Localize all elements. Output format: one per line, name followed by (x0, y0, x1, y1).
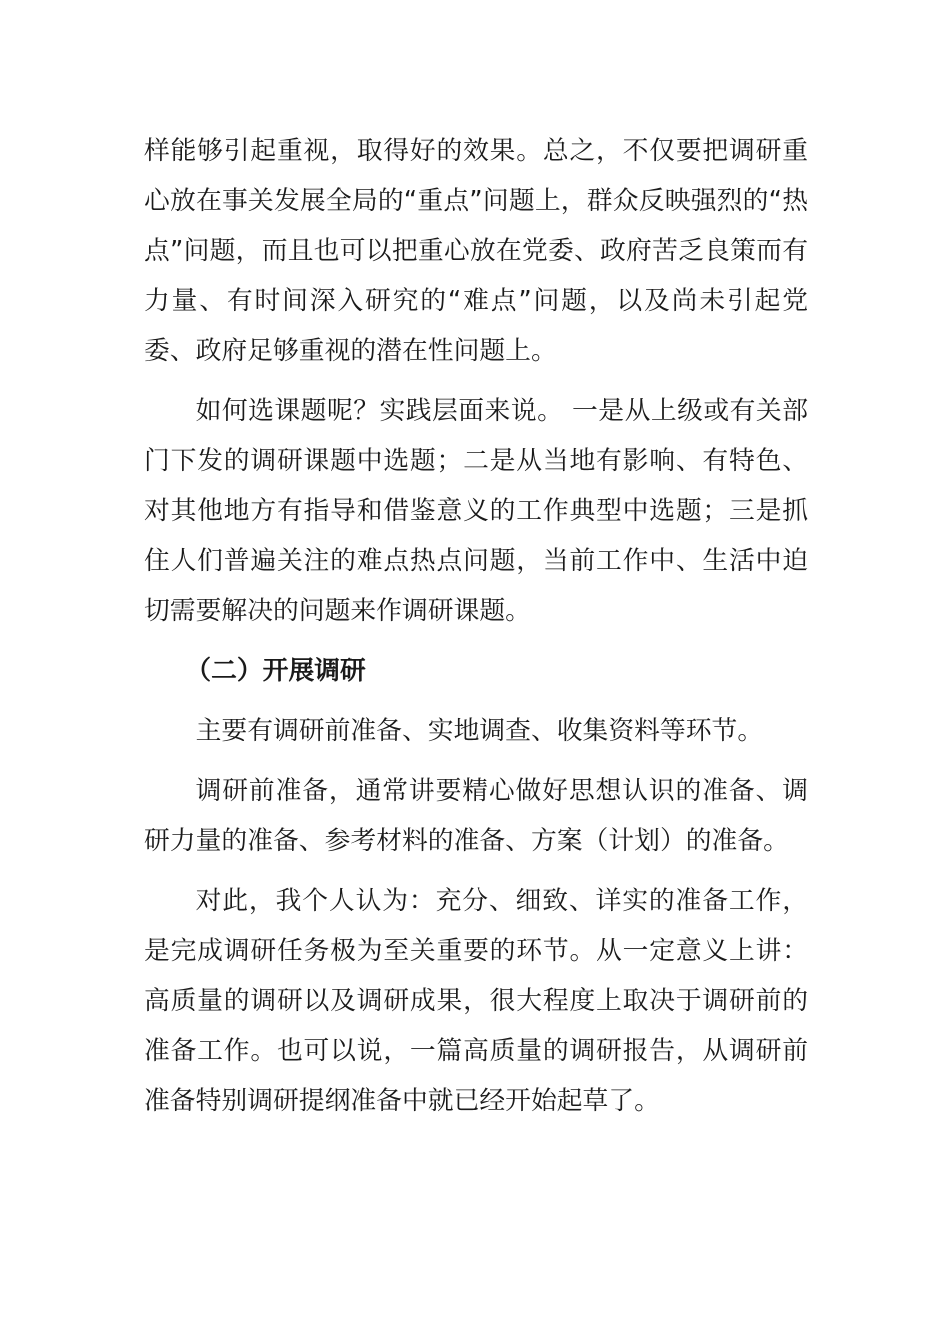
document-body (144, 126, 808, 1136)
paragraph-4: 调研前准备，通常讲要精心做好思想认识的准备、调研力量的准备、参考材料的准备、方案（计划）的准备。 (144, 776, 808, 856)
paragraph-2: 如何选课题呢？实践层面来说。 一是从上级或有关部门下发的调研课题中选题；二是从当地有影响、有特色、对其他地方有指导和借鉴意义的工作典型中选题；三是抓住人们普遍关注的难点热点问题，当前工作中、生活中迫切需要解决的问题来作调研课题。 (144, 396, 808, 626)
paragraph-5: 对此，我个人认为：充分、细致、详实的准备工作，是完成调研任务极为至关重要的环节。从一定意义上讲：高质量的调研以及调研成果，很大程度上取决于调研前的准备工作。也可以说，一篇高质量的调研报告，从调研前准备特别调研提纲准备中就已经开始起草了。 (144, 886, 808, 1116)
paragraph-1: 样能够引起重视，取得好的效果。总之，不仅要把调研重心放在事关发展全局的“重点”问题上，群众反映强烈的“热点”问题，而且也可以把重心放在党委、政府苦乏良策而有力量、有时间深入研究的“难点”问题，以及尚未引起党委、政府足够重视的潜在性问题上。 (144, 136, 808, 366)
paragraph-3: 主要有调研前准备、实地调查、收集资料等环节。 (195, 716, 764, 746)
section-heading: （二）开展调研 (185, 656, 366, 686)
